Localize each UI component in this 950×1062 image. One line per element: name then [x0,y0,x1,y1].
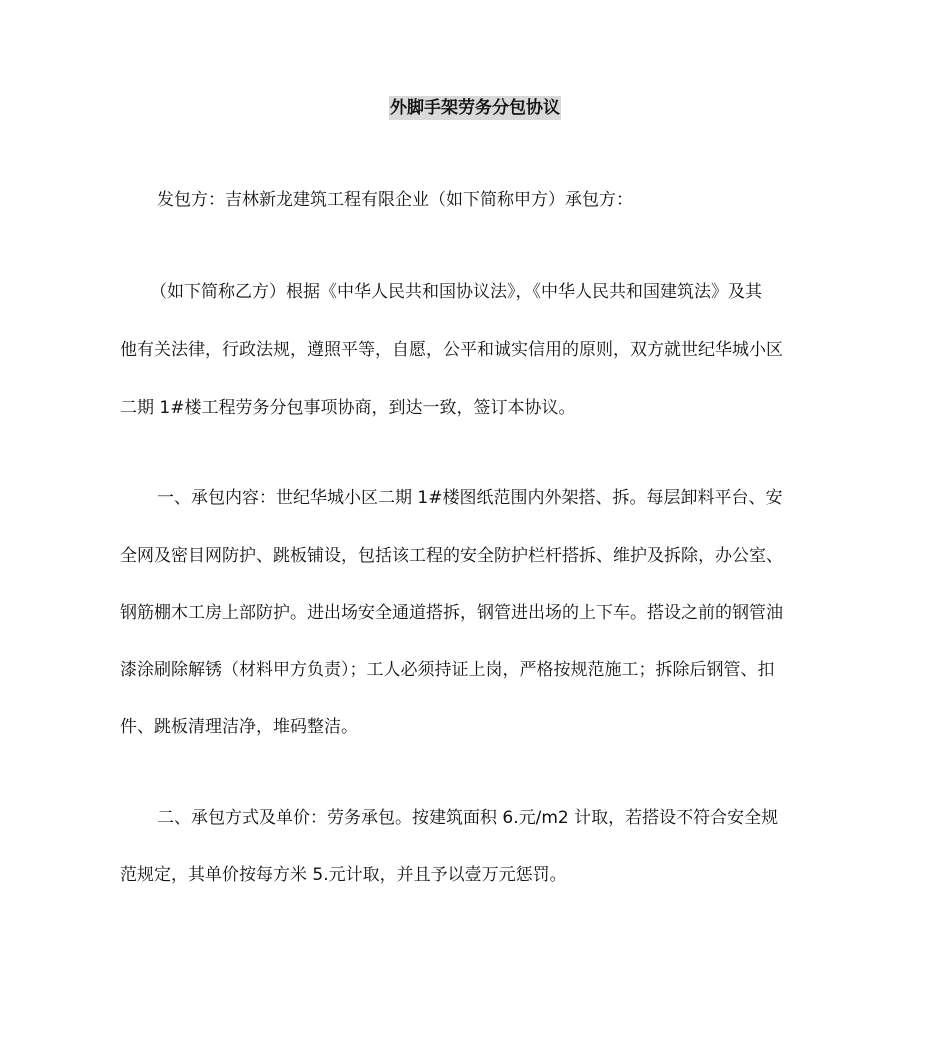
section1-line-4: 漆涂刷除解锈（材料甲方负责）；工人必须持证上岗，严格按规范施工；拆除后钢管、扣 [120,660,775,680]
intro-line-1: （如下简称乙方）根据《中华人民共和国协议法》，《中华人民共和国建筑法》及其 [150,282,762,302]
title-block [0,96,950,120]
section2-line-1: 二、承包方式及单价：劳务承包。按建筑面积 6.元/m2 计取，若搭设不符合安全规 [157,808,779,828]
section1-line-3: 钢筋棚木工房上部防护。进出场安全通道搭拆，钢管进出场的上下车。搭设之前的钢管油 [120,603,783,623]
parties-line: 发包方：吉林新龙建筑工程有限企业（如下简称甲方）承包方： [157,190,633,210]
section1-line-2: 全网及密目网防护、跳板铺设，包括该工程的安全防护栏杆搭拆、维护及拆除，办公室、 [120,546,783,566]
section2-line-2: 范规定，其单价按每方米 5.元计取，并且予以壹万元惩罚。 [120,865,567,885]
intro-line-2: 他有关法律，行政法规，遵照平等，自愿，公平和诚实信用的原则，双方就世纪华城小区 [120,340,783,360]
section1-line-1: 一、承包内容：世纪华城小区二期 1#楼图纸范围内外架搭、拆。每层卸料平台、安 [157,488,783,508]
intro-line-3: 二期 1#楼工程劳务分包事项协商，到达一致，签订本协议。 [120,398,576,418]
document-title: 外脚手架劳务分包协议 [390,98,560,118]
section1-line-5: 件、跳板清理洁净，堆码整洁。 [120,717,358,737]
